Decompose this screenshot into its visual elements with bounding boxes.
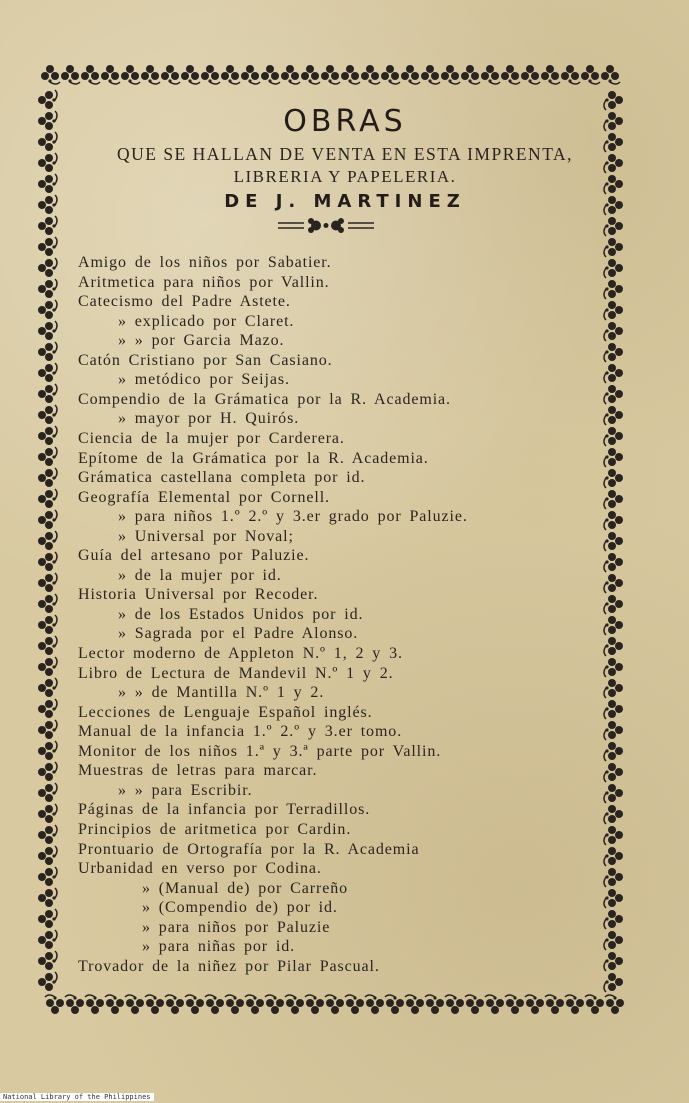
border-ornament [38, 741, 57, 760]
border-ornament [604, 490, 623, 509]
border-ornament [385, 995, 404, 1014]
border-ornament [604, 805, 623, 824]
border-ornament [604, 868, 623, 887]
list-item-text: Aritmetica para niños por Vallin. [78, 273, 330, 291]
border-ornament [38, 657, 57, 676]
border-ornament [521, 65, 540, 84]
border-ornament [161, 65, 180, 84]
list-item [78, 274, 330, 292]
border-ornament [604, 364, 623, 383]
border-ornament [145, 995, 164, 1014]
border-ornament [604, 511, 623, 530]
border-ornament [38, 888, 57, 907]
border-ornament [604, 847, 623, 866]
border-ornament [604, 385, 623, 404]
border-ornament [38, 447, 57, 466]
list-item [78, 801, 370, 819]
border-ornament [38, 363, 57, 382]
list-item [78, 489, 330, 507]
border-ornament [345, 995, 364, 1014]
border-ornament [38, 300, 57, 319]
border-ornament [241, 65, 260, 84]
border-ornament [38, 174, 57, 193]
border-ornament [38, 489, 57, 508]
border-ornament [38, 510, 57, 529]
list-item-text: Catecismo del Padre Astete. [78, 293, 291, 311]
border-ornament [604, 469, 623, 488]
border-ornament [561, 65, 580, 84]
list-item [78, 684, 324, 702]
border-ornament [38, 783, 57, 802]
list-item-text: Muestras de letras para marcar. [78, 762, 318, 780]
border-ornament [405, 995, 424, 1014]
border-ornament [604, 973, 623, 992]
border-ornament [545, 995, 564, 1014]
list-item [78, 665, 394, 683]
list-item [78, 586, 318, 604]
border-ornament [604, 826, 623, 845]
list-item-text: Prontuario de Ortografía por la R. Academia [78, 840, 420, 858]
list-item-text: » » para Escribir. [118, 781, 253, 799]
border-ornament [341, 65, 360, 84]
border-ornament [604, 343, 623, 362]
library-credit: National Library of the Philippines [0, 1093, 154, 1101]
border-ornament [604, 700, 623, 719]
title-ornament [276, 214, 376, 238]
border-ornament [38, 930, 57, 949]
border-ornament [321, 65, 340, 84]
border-ornament [541, 65, 560, 84]
border-ornament [38, 552, 57, 571]
border-ornament [501, 65, 520, 84]
border-ornament [485, 995, 504, 1014]
list-item [78, 723, 402, 741]
border-ornament [604, 721, 623, 740]
border-ornament [221, 65, 240, 84]
list-item [78, 391, 451, 409]
border-ornament [38, 195, 57, 214]
border-ornament [604, 280, 623, 299]
border-ornament [38, 594, 57, 613]
border-ornament [604, 217, 623, 236]
border-ornament [38, 531, 57, 550]
border-ornament [225, 995, 244, 1014]
border-ornament [165, 995, 184, 1014]
border-ornament [65, 995, 84, 1014]
border-ornament [481, 65, 500, 84]
border-ornament [85, 995, 104, 1014]
list-item-text: Historia Universal por Recoder. [78, 586, 319, 604]
list-item-text: Manual de la infancia 1.º 2.º y 3.er tomo. [78, 723, 403, 741]
border-ornament [181, 65, 200, 84]
border-ornament [245, 995, 264, 1014]
border-ornament [604, 679, 623, 698]
border-ornament [38, 153, 57, 172]
border-ornament [604, 427, 623, 446]
list-item [78, 880, 348, 898]
border-ornament [285, 995, 304, 1014]
border-ornament [604, 595, 623, 614]
border-ornament [38, 951, 57, 970]
list-item [78, 821, 351, 839]
border-ornament [604, 658, 623, 677]
list-item [78, 528, 294, 546]
border-ornament [38, 804, 57, 823]
border-ornament [38, 279, 57, 298]
border-ornament [201, 65, 220, 84]
list-item [78, 958, 380, 976]
border-ornament [61, 65, 80, 84]
border-ornament [365, 995, 384, 1014]
list-item [78, 371, 290, 389]
border-ornament [604, 952, 623, 971]
list-item [78, 547, 309, 565]
border-ornament [565, 995, 584, 1014]
border-ornament [38, 678, 57, 697]
list-item-text: » » por Garcia Mazo. [118, 332, 285, 350]
list-item [78, 332, 284, 350]
list-item-text: Páginas de la infancia por Terradillos. [78, 801, 371, 819]
list-item-text: » (Manual de) por Carreño [142, 879, 348, 897]
border-ornament [38, 216, 57, 235]
list-item-text: Libro de Lectura de Mandevil N.º 1 y 2. [78, 664, 394, 682]
list-item-text: Guía del artesano por Paluzie. [78, 547, 310, 565]
list-item [78, 645, 403, 663]
border-ornament [461, 65, 480, 84]
border-ornament [38, 972, 57, 991]
list-item [78, 841, 420, 859]
border-ornament [604, 301, 623, 320]
list-item-text: Amigo de los niños por Sabatier. [78, 254, 332, 271]
border-ornament [525, 995, 544, 1014]
list-item-text: » para niños por Paluzie [142, 918, 331, 936]
border-ornament [205, 995, 224, 1014]
border-ornament [421, 65, 440, 84]
list-item-text: » explicado por Claret. [118, 312, 295, 330]
border-ornament [141, 65, 160, 84]
border-ornament [265, 995, 284, 1014]
border-ornament [185, 995, 204, 1014]
border-ornament [38, 825, 57, 844]
border-ornament [425, 995, 444, 1014]
border-ornament [38, 258, 57, 277]
list-item [78, 625, 358, 643]
border-ornament [604, 889, 623, 908]
list-item [78, 293, 291, 311]
list-item-text: » Sagrada por el Padre Alonso. [118, 625, 359, 643]
list-item-text: Principios de aritmetica por Cardin. [78, 820, 352, 838]
border-ornament [45, 995, 64, 1014]
border-ornament [125, 995, 144, 1014]
border-ornament [38, 699, 57, 718]
subtitle-line-1: QUE SE HALLAN DE VENTA EN ESTA IMPRENTA, [116, 144, 573, 164]
list-item-text: Compendio de la Grámatica por la R. Academia. [78, 390, 451, 408]
border-ornament [281, 65, 300, 84]
border-ornament [441, 65, 460, 84]
border-ornament [38, 111, 57, 130]
list-item-text: Grámatica castellana completa por id. [78, 469, 366, 487]
border-ornament [505, 995, 524, 1014]
border-ornament [38, 468, 57, 487]
border-ornament [401, 65, 420, 84]
border-ornament [38, 132, 57, 151]
border-ornament [38, 384, 57, 403]
list-item-text: Catón Cristiano por San Casiano. [78, 351, 333, 369]
border-ornament [604, 259, 623, 278]
border-ornament [38, 405, 57, 424]
list-item [78, 567, 282, 585]
border-ornament [604, 448, 623, 467]
list-item [78, 410, 299, 428]
border-ornament [38, 321, 57, 340]
border-ornament [361, 65, 380, 84]
border-ornament [81, 65, 100, 84]
list-item-text: Ciencia de la mujer por Carderera. [78, 429, 345, 447]
border-ornament [604, 637, 623, 656]
list-item [78, 782, 253, 800]
border-ornament [38, 909, 57, 928]
border-ornament [38, 237, 57, 256]
border-ornament [38, 426, 57, 445]
list-item-text: Monitor de los niños 1.ª y 3.ª parte por Vallin. [78, 742, 442, 760]
border-ornament [604, 406, 623, 425]
list-item [78, 899, 338, 917]
list-item-text: » para niños 1.º 2.º y 3.er grado por Paluzie. [118, 508, 468, 526]
border-ornament [465, 995, 484, 1014]
border-ornament [325, 995, 344, 1014]
border-ornament [38, 762, 57, 781]
list-item-text: Urbanidad en verso por Codina. [78, 860, 322, 878]
border-ornament [305, 995, 324, 1014]
border-ornament [38, 573, 57, 592]
border-ornament [38, 846, 57, 865]
border-ornament [604, 910, 623, 929]
list-item-text: » (Compendio de) por id. [142, 899, 338, 917]
border-ornament [585, 995, 604, 1014]
list-item [78, 743, 441, 761]
list-item-text: Trovador de la niñez por Pilar Pascual. [78, 957, 380, 975]
list-item-text: Epítome de la Grámatica por la R. Academia. [78, 449, 429, 467]
publisher-name: DE J. MARTINEZ [224, 191, 466, 212]
border-ornament [261, 65, 280, 84]
border-ornament [604, 763, 623, 782]
list-item [78, 938, 295, 956]
border-ornament [105, 995, 124, 1014]
border-ornament [605, 995, 624, 1014]
border-ornament [121, 65, 140, 84]
border-ornament [581, 65, 600, 84]
border-ornament [604, 784, 623, 803]
list-item [78, 254, 332, 272]
list-item-text: » para niñas por id. [142, 938, 296, 956]
list-item [78, 352, 333, 370]
list-item [78, 704, 373, 722]
list-item [78, 606, 363, 624]
list-item [78, 469, 365, 487]
border-ornament [41, 65, 60, 84]
border-ornament [601, 65, 620, 84]
border-ornament [604, 574, 623, 593]
list-item-text: Lecciones de Lenguaje Español inglés. [78, 703, 373, 721]
border-ornament [604, 532, 623, 551]
border-ornament [604, 742, 623, 761]
border-ornament [38, 342, 57, 361]
border-ornament [38, 720, 57, 739]
list-item [78, 762, 317, 780]
list-item [78, 430, 345, 448]
list-item-text: » mayor por H. Quirós. [118, 410, 300, 428]
border-ornament [301, 65, 320, 84]
list-item-text: Lector moderno de Appleton N.º 1, 2 y 3. [78, 645, 403, 662]
border-ornament [604, 616, 623, 635]
list-item [78, 313, 294, 331]
border-ornament [38, 90, 57, 109]
list-item [78, 919, 330, 937]
border-ornament [38, 636, 57, 655]
list-item-text: » metódico por Seijas. [118, 371, 290, 389]
border-ornament [604, 553, 623, 572]
border-ornament [101, 65, 120, 84]
list-item [78, 508, 468, 526]
border-ornament [604, 322, 623, 341]
border-ornament [38, 615, 57, 634]
list-item-text: » » de Mantilla N.º 1 y 2. [118, 684, 325, 702]
page-title: OBRAS [283, 104, 407, 139]
border-ornament [445, 995, 464, 1014]
border-ornament [381, 65, 400, 84]
list-item-text: Geografía Elemental por Cornell. [78, 488, 330, 506]
list-item-text: » de la mujer por id. [118, 566, 282, 584]
list-item [78, 450, 429, 468]
list-item [78, 860, 322, 878]
border-ornament [604, 238, 623, 257]
list-item-text: » de los Estados Unidos por id. [118, 605, 364, 623]
border-ornament [38, 867, 57, 886]
border-ornament [604, 931, 623, 950]
list-item-text: » Universal por Noval; [118, 527, 294, 545]
subtitle-line-2: LIBRERIA Y PAPELERIA. [233, 167, 457, 186]
